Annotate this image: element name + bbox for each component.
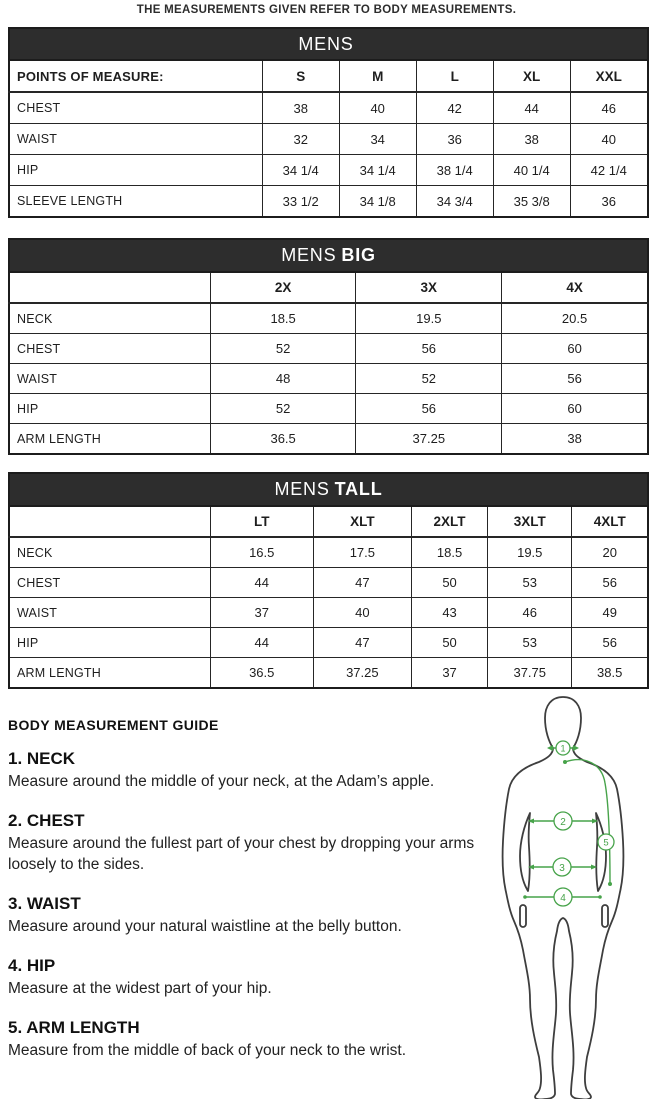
measure-row xyxy=(9,658,648,689)
measure-row xyxy=(9,537,648,568)
size-column-header: 4X xyxy=(502,272,648,303)
measurement-value: 47 xyxy=(313,628,411,658)
table-title xyxy=(9,28,648,60)
guide-item-text: Measure around the fullest part of your chest by dropping your arms loosely to the sides. xyxy=(8,835,475,873)
measurement-value: 56 xyxy=(572,568,648,598)
row-label: ARM LENGTH xyxy=(9,424,210,455)
guide-heading: BODY MEASUREMENT GUIDE xyxy=(8,717,219,733)
measurement-value: 34 1/8 xyxy=(339,186,416,218)
measurement-value: 42 1/4 xyxy=(570,155,648,186)
measurement-value: 40 xyxy=(313,598,411,628)
measurement-value: 44 xyxy=(210,568,313,598)
measurement-value: 34 xyxy=(339,124,416,155)
measurement-value: 35 3/8 xyxy=(493,186,570,218)
measurement-value: 53 xyxy=(488,568,572,598)
mens-big-size-table xyxy=(8,238,649,455)
measurement-value: 17.5 xyxy=(313,537,411,568)
hip-line-end-dot xyxy=(598,895,602,899)
table-title-word: MENS xyxy=(274,479,330,499)
body-measurement-guide xyxy=(8,716,476,1078)
size-column-header: XL xyxy=(493,60,570,92)
guide-item-chest xyxy=(8,809,476,875)
measurement-value: 56 xyxy=(502,364,648,394)
measurement-value: 37.25 xyxy=(313,658,411,689)
measurement-value: 32 xyxy=(262,124,339,155)
measurement-value: 49 xyxy=(572,598,648,628)
guide-item-waist xyxy=(8,892,476,937)
row-label: WAIST xyxy=(9,598,210,628)
measure-row xyxy=(9,155,648,186)
table-title xyxy=(9,473,648,506)
measurement-value: 37 xyxy=(412,658,488,689)
guide-item-title: 5. ARM LENGTH xyxy=(8,1018,140,1037)
measure-row xyxy=(9,628,648,658)
measurement-value: 38 xyxy=(262,92,339,124)
table-title-bold-word: BIG xyxy=(341,245,376,265)
measurement-value: 60 xyxy=(502,394,648,424)
row-label: NECK xyxy=(9,303,210,334)
neck-arrow-right-icon xyxy=(573,745,579,751)
row-label: HIP xyxy=(9,628,210,658)
guide-item-title: 1. NECK xyxy=(8,749,76,768)
size-column-header: LT xyxy=(210,506,313,537)
size-column-header: 3X xyxy=(356,272,502,303)
measurement-value: 37 xyxy=(210,598,313,628)
guide-item-text: Measure around your natural waistline at the belly button. xyxy=(8,918,402,935)
right-hand-mark xyxy=(602,905,608,927)
size-column-header: L xyxy=(416,60,493,92)
row-label: CHEST xyxy=(9,92,262,124)
measurement-value: 33 1/2 xyxy=(262,186,339,218)
size-column-header: XLT xyxy=(313,506,411,537)
left-hand-mark xyxy=(520,905,526,927)
measurement-value: 34 1/4 xyxy=(339,155,416,186)
arm-curve-end-dot xyxy=(608,882,612,886)
measurement-value: 47 xyxy=(313,568,411,598)
table-title-word: MENS xyxy=(281,245,337,265)
measure-point-2-label: 2 xyxy=(560,816,566,828)
row-label: ARM LENGTH xyxy=(9,658,210,689)
measure-row xyxy=(9,186,648,218)
size-column-header: 2XLT xyxy=(412,506,488,537)
measurement-value: 52 xyxy=(210,394,356,424)
guide-item-title: 3. WAIST xyxy=(8,894,81,913)
measurement-value: 37.25 xyxy=(356,424,502,455)
measurement-value: 44 xyxy=(493,92,570,124)
measurement-value: 18.5 xyxy=(210,303,356,334)
size-column-header: 2X xyxy=(210,272,356,303)
mens-tall-size-table xyxy=(8,472,649,689)
measurement-value: 40 xyxy=(570,124,648,155)
guide-item-title: 2. CHEST xyxy=(8,811,85,830)
size-column-header: 4XLT xyxy=(572,506,648,537)
measure-row xyxy=(9,598,648,628)
measurement-value: 19.5 xyxy=(356,303,502,334)
measure-row xyxy=(9,124,648,155)
points-of-measure-header xyxy=(9,272,210,303)
measurement-value: 43 xyxy=(412,598,488,628)
measure-point-1-label: 1 xyxy=(560,743,566,754)
arm-curve-start-dot xyxy=(563,760,567,764)
table-title-bar xyxy=(9,239,648,272)
measurement-value: 52 xyxy=(356,364,502,394)
row-label: NECK xyxy=(9,537,210,568)
guide-item-arm-length xyxy=(8,1016,476,1061)
guide-item-hip xyxy=(8,954,476,999)
measurement-value: 20 xyxy=(572,537,648,568)
measurement-value: 46 xyxy=(488,598,572,628)
measurement-value: 38 xyxy=(502,424,648,455)
measurement-value: 44 xyxy=(210,628,313,658)
body-outline-illustration xyxy=(483,690,653,1099)
row-label: CHEST xyxy=(9,568,210,598)
measure-row xyxy=(9,424,648,455)
measurement-value: 38.5 xyxy=(572,658,648,689)
measurement-value: 38 1/4 xyxy=(416,155,493,186)
measurement-value: 36 xyxy=(570,186,648,218)
measurement-value: 50 xyxy=(412,628,488,658)
table-title-word: MENS xyxy=(298,33,354,54)
size-column-header: 3XLT xyxy=(488,506,572,537)
guide-item-text: Measure at the widest part of your hip. xyxy=(8,980,272,997)
measurement-value: 34 3/4 xyxy=(416,186,493,218)
measurement-value: 53 xyxy=(488,628,572,658)
table-title-bold-word: TALL xyxy=(334,479,383,499)
measure-row xyxy=(9,303,648,334)
hip-line-end-dot xyxy=(523,895,527,899)
table-title-bar xyxy=(9,473,648,506)
guide-item-text: Measure around the middle of your neck, at the Adam’s apple. xyxy=(8,773,435,790)
neck-arrow-left-icon xyxy=(547,745,553,751)
measurement-value: 48 xyxy=(210,364,356,394)
row-label: SLEEVE LENGTH xyxy=(9,186,262,218)
measure-row xyxy=(9,92,648,124)
measurement-value: 60 xyxy=(502,334,648,364)
row-label: WAIST xyxy=(9,124,262,155)
row-label: HIP xyxy=(9,394,210,424)
measurement-value: 56 xyxy=(356,334,502,364)
body-measurement-figure xyxy=(483,690,653,1099)
row-label: WAIST xyxy=(9,364,210,394)
measurement-value: 34 1/4 xyxy=(262,155,339,186)
guide-item-title: 4. HIP xyxy=(8,956,56,975)
measurement-value: 36 xyxy=(416,124,493,155)
measurement-value: 56 xyxy=(356,394,502,424)
guide-item-text: Measure from the middle of back of your neck to the wrist. xyxy=(8,1042,407,1059)
measure-point-5-label: 5 xyxy=(603,837,609,849)
table-title-bar xyxy=(9,28,648,60)
size-header-row xyxy=(9,272,648,303)
measurement-value: 42 xyxy=(416,92,493,124)
measurement-value: 16.5 xyxy=(210,537,313,568)
measurement-value: 40 1/4 xyxy=(493,155,570,186)
disclaimer-text: THE MEASUREMENTS GIVEN REFER TO BODY MEASUREMENTS. xyxy=(136,4,517,16)
measurement-value: 36.5 xyxy=(210,424,356,455)
measurement-value: 46 xyxy=(570,92,648,124)
measure-point-4-label: 4 xyxy=(560,892,566,904)
mens-size-table xyxy=(8,27,649,218)
measure-row xyxy=(9,394,648,424)
measurement-value: 36.5 xyxy=(210,658,313,689)
measurement-value: 19.5 xyxy=(488,537,572,568)
measure-row xyxy=(9,334,648,364)
measurement-value: 40 xyxy=(339,92,416,124)
table-title xyxy=(9,239,648,272)
measurement-value: 38 xyxy=(493,124,570,155)
size-column-header: XXL xyxy=(570,60,648,92)
measure-row xyxy=(9,364,648,394)
measurement-value: 37.75 xyxy=(488,658,572,689)
size-header-row xyxy=(9,506,648,537)
row-label: CHEST xyxy=(9,334,210,364)
size-column-header: S xyxy=(262,60,339,92)
size-header-row xyxy=(9,60,648,92)
guide-item-neck xyxy=(8,747,476,792)
measurement-value: 52 xyxy=(210,334,356,364)
measurement-value: 18.5 xyxy=(412,537,488,568)
measurement-value: 50 xyxy=(412,568,488,598)
points-of-measure-header xyxy=(9,506,210,537)
row-label: HIP xyxy=(9,155,262,186)
measure-point-3-label: 3 xyxy=(559,862,565,874)
size-column-header: M xyxy=(339,60,416,92)
measurement-value: 20.5 xyxy=(502,303,648,334)
measure-row xyxy=(9,568,648,598)
measurement-value: 56 xyxy=(572,628,648,658)
points-of-measure-header: POINTS OF MEASURE: xyxy=(9,60,262,92)
